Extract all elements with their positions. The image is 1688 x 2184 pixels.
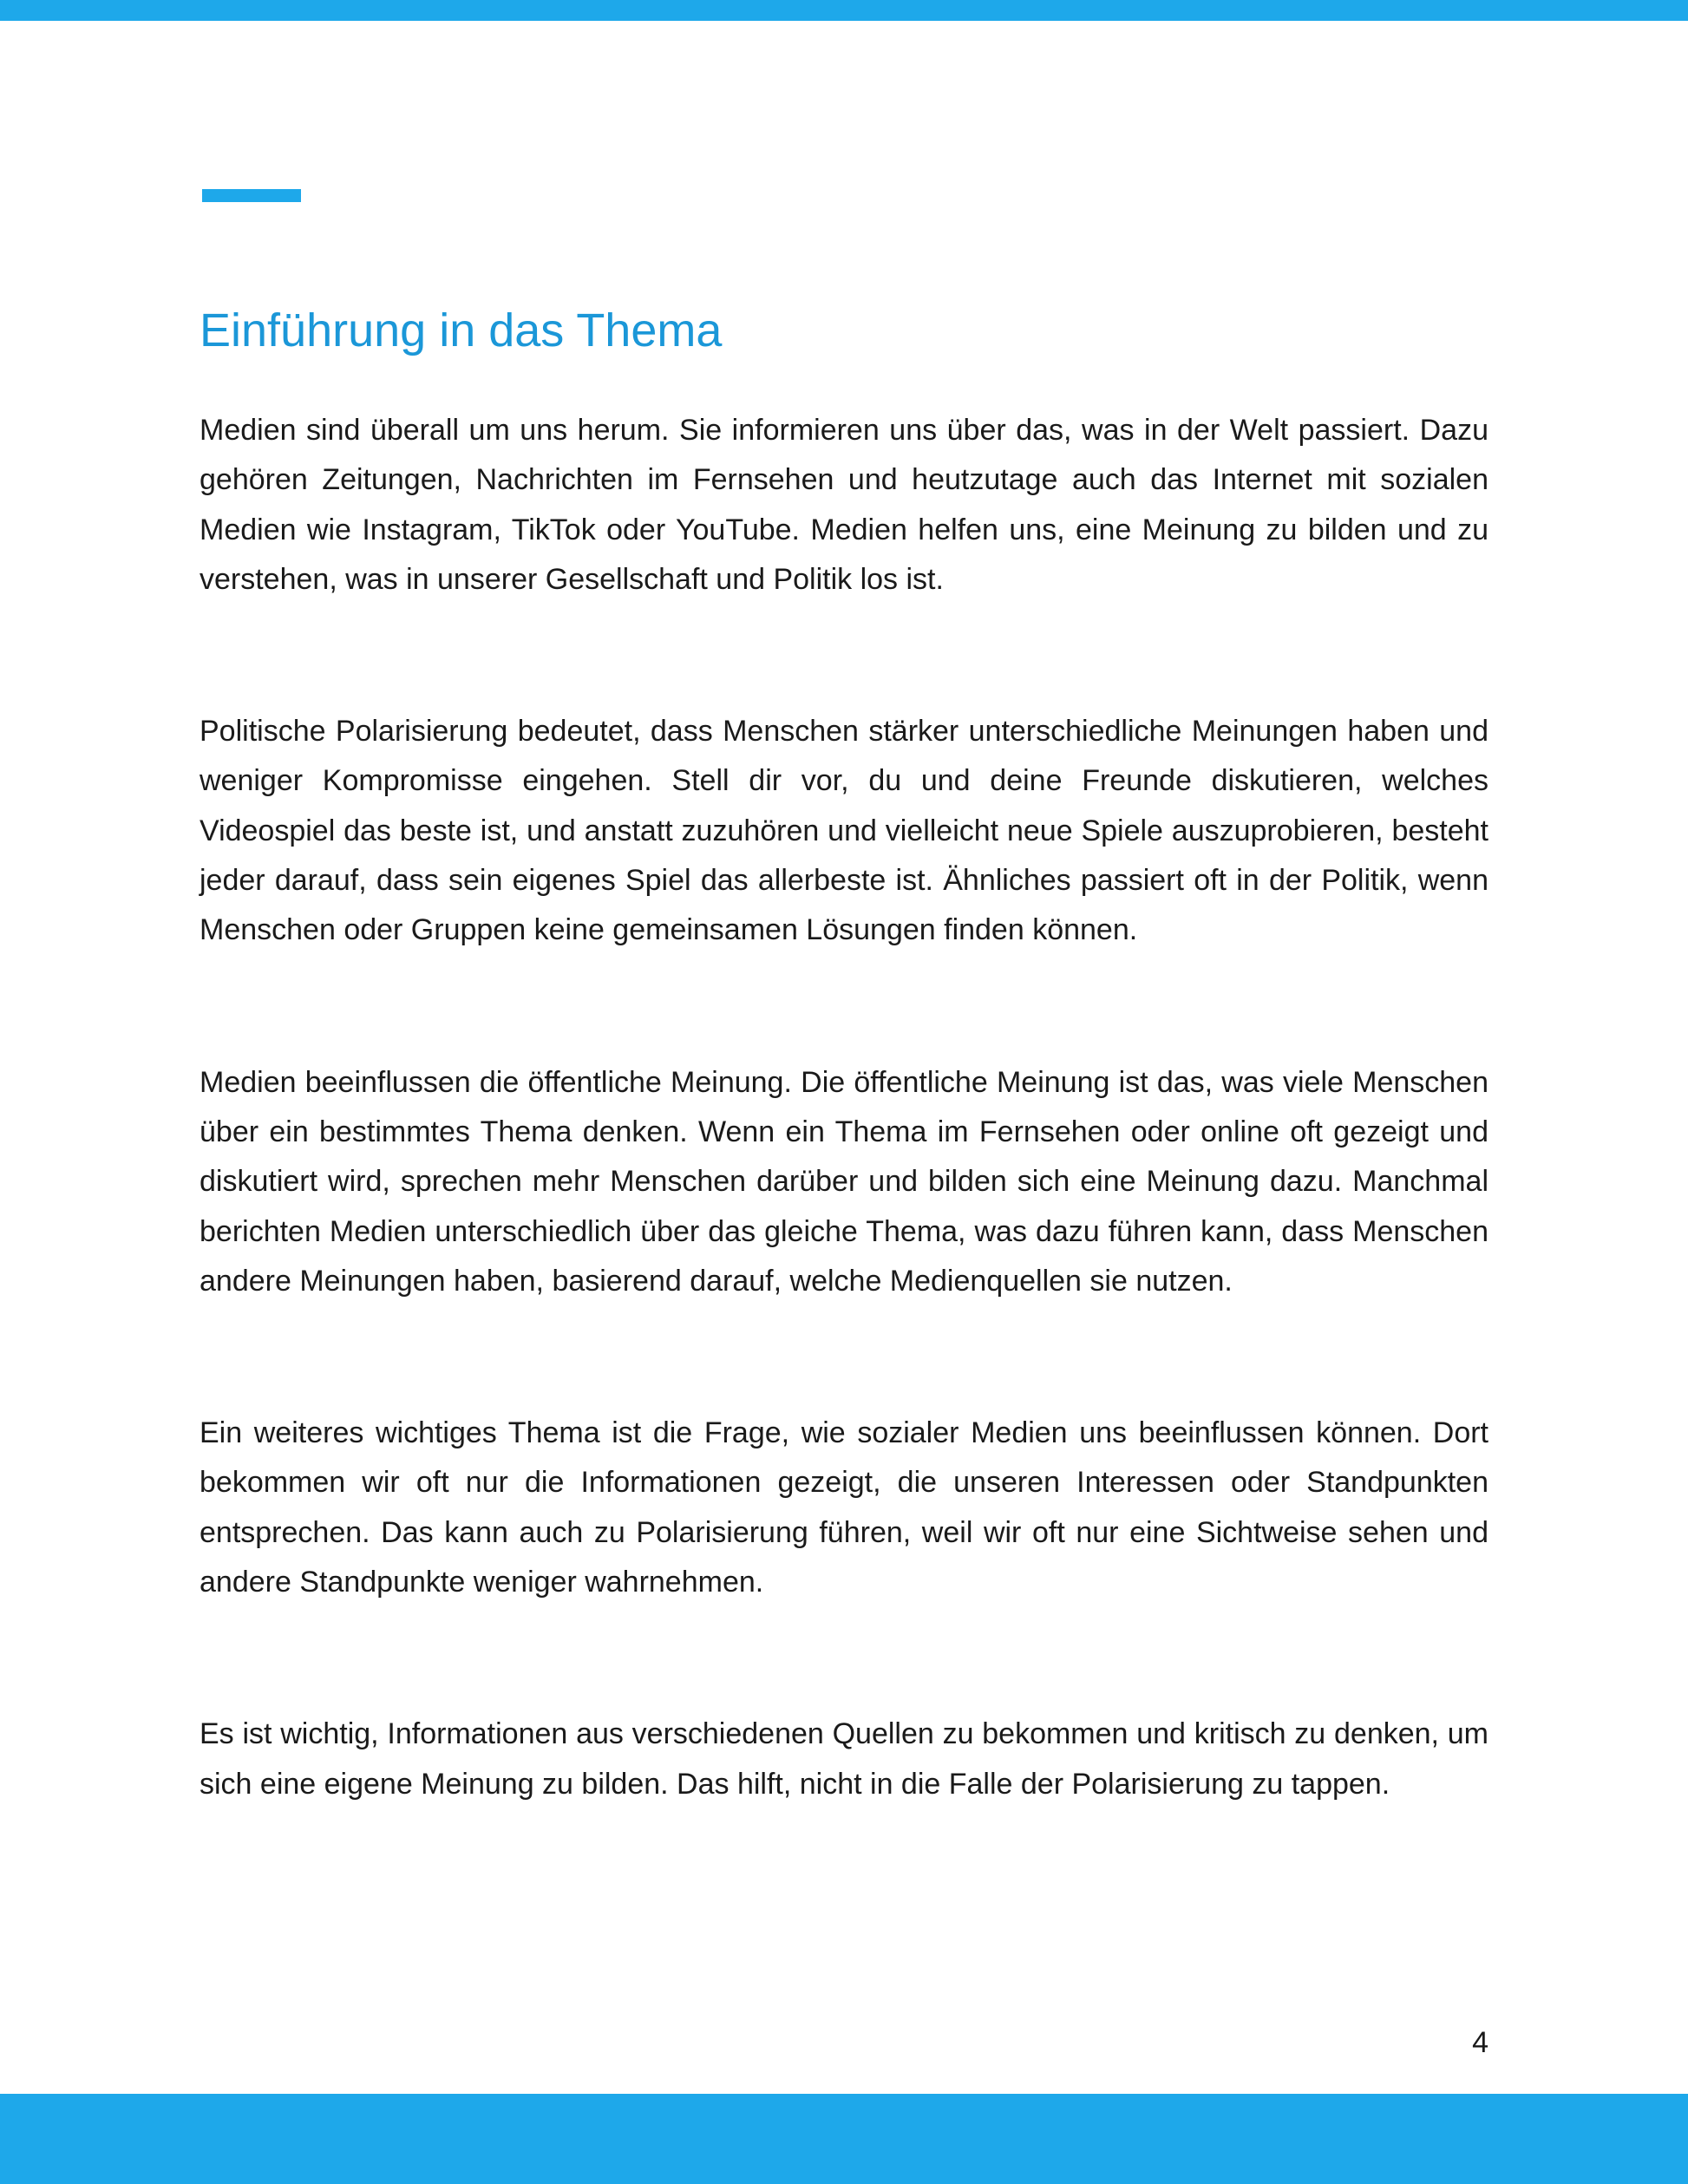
top-accent-bar xyxy=(0,0,1688,21)
bottom-accent-bar xyxy=(0,2094,1688,2184)
paragraph-public-opinion: Medien beeinflussen die öffentliche Meinung. Die öffentliche Meinung ist das, was viele Menschen über ein bestimmtes Thema denken. Wenn ein Thema im Fernsehen oder online oft gezeigt und diskutiert wird, sprechen mehr Menschen darüber und bilden sich eine Meinung dazu. Manchmal berichten Medien unterschiedlich über das gleiche Thema, was dazu führen kann, dass Menschen andere Meinungen haben, basierend darauf, welche Medienquellen sie nutzen. xyxy=(200,1065,1488,1298)
page-content xyxy=(200,295,1488,1912)
paragraph-media-intro: Medien sind überall um uns herum. Sie informieren uns über das, was in der Welt passiert. Dazu gehören Zeitungen, Nachrichten im Fernsehen und heutzutage auch das Internet mit sozialen Medien wie Instagram, TikTok oder YouTube. Medien helfen uns, eine Meinung zu bilden und zu verstehen, was in unserer Gesellschaft und Politik los ist. xyxy=(200,414,1488,596)
paragraph-conclusion: Es ist wichtig, Informationen aus verschiedenen Quellen zu bekommen und kritisch zu denken, um sich eine eigene Meinung zu bilden. Das hilft, nicht in die Falle der Polarisierung zu tappen. xyxy=(200,1717,1488,1801)
paragraph-polarization: Politische Polarisierung bedeutet, dass Menschen stärker unterschiedliche Meinungen haben und weniger Kompromisse eingehen. Stell dir vor, du und deine Freunde diskutieren, welches Videospiel das beste ist, und anstatt zuzuhören und vielleicht neue Spiele auszuprobieren, besteht jeder darauf, dass sein eigenes Spiel das allerbeste ist. Ähnliches passiert oft in der Politik, wenn Menschen oder Gruppen keine gemeinsamen Lösungen finden können. xyxy=(200,715,1488,947)
paragraph-social-media: Ein weiteres wichtiges Thema ist die Frage, wie sozialer Medien uns beeinflussen können. Dort bekommen wir oft nur die Informationen gezeigt, die unseren Interessen oder Standpunkten entsprechen. Das kann auch zu Polarisierung führen, weil wir oft nur eine Sichtweise sehen und andere Standpunkte weniger wahrnehmen. xyxy=(200,1416,1488,1599)
section-title: Einführung in das Thema xyxy=(200,304,723,356)
page-number: 4 xyxy=(1472,2026,1488,2059)
section-accent-line xyxy=(202,189,301,202)
